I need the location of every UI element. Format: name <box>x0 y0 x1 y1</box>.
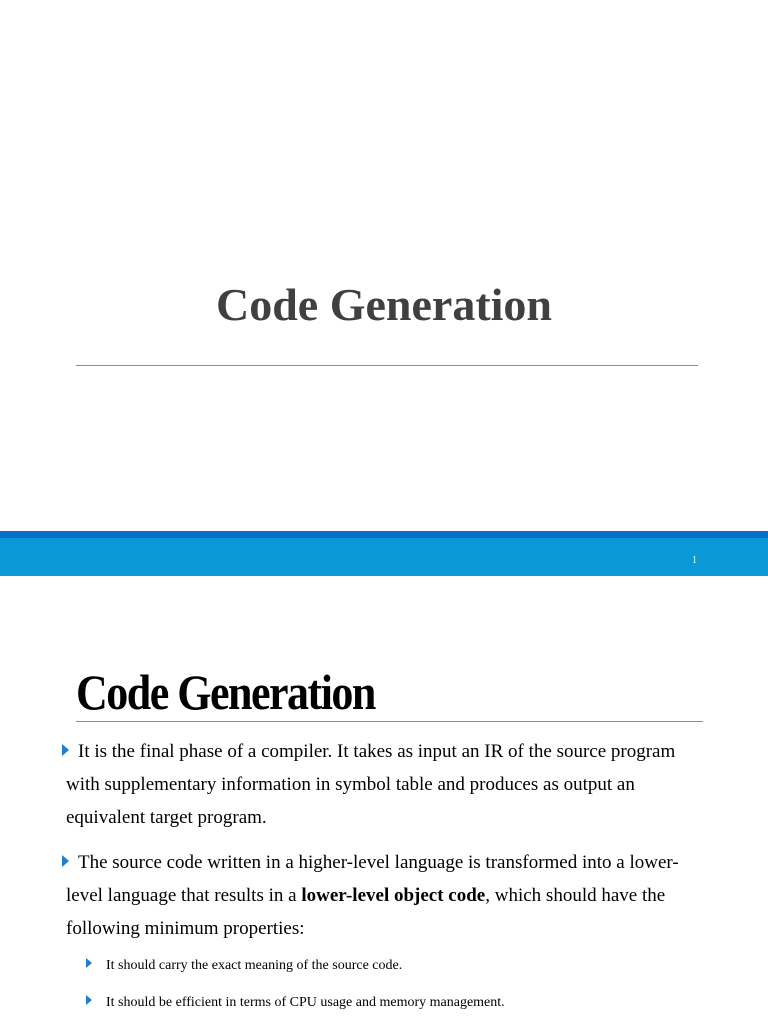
slide-2 <box>0 576 768 1024</box>
slide-title: Code Generation <box>76 665 375 720</box>
page-number: 1 <box>692 555 697 566</box>
triangle-bullet-icon <box>86 958 92 968</box>
bullet-text: It is the final phase of a compiler. It takes as input an IR of the source program with supplementary information in symbol table and produces as output an equivalent target program. <box>66 741 676 828</box>
triangle-bullet-icon <box>86 995 92 1005</box>
bullet-item <box>66 735 694 834</box>
slide-title: Code Generation <box>215 279 552 330</box>
sub-bullet-text: It should carry the exact meaning of the source code. <box>106 958 403 973</box>
title-divider <box>76 365 698 366</box>
bullet-text: , which should have the following minimum properties: <box>66 885 666 939</box>
sub-bullet-item <box>86 956 402 976</box>
title-divider <box>76 721 703 722</box>
sub-bullet-item <box>86 993 505 1013</box>
footer-band-accent <box>0 531 768 538</box>
footer-band <box>0 538 768 576</box>
triangle-bullet-icon <box>62 855 69 867</box>
bullet-item <box>66 846 694 945</box>
bullet-text: The source code written in a higher-level language is transformed into a lower-level language that results in a <box>66 852 679 906</box>
triangle-bullet-icon <box>62 744 69 756</box>
sub-bullet-text: It should be efficient in terms of CPU usage and memory management. <box>106 995 505 1010</box>
bullet-bold-text: lower-level object code <box>301 885 486 906</box>
